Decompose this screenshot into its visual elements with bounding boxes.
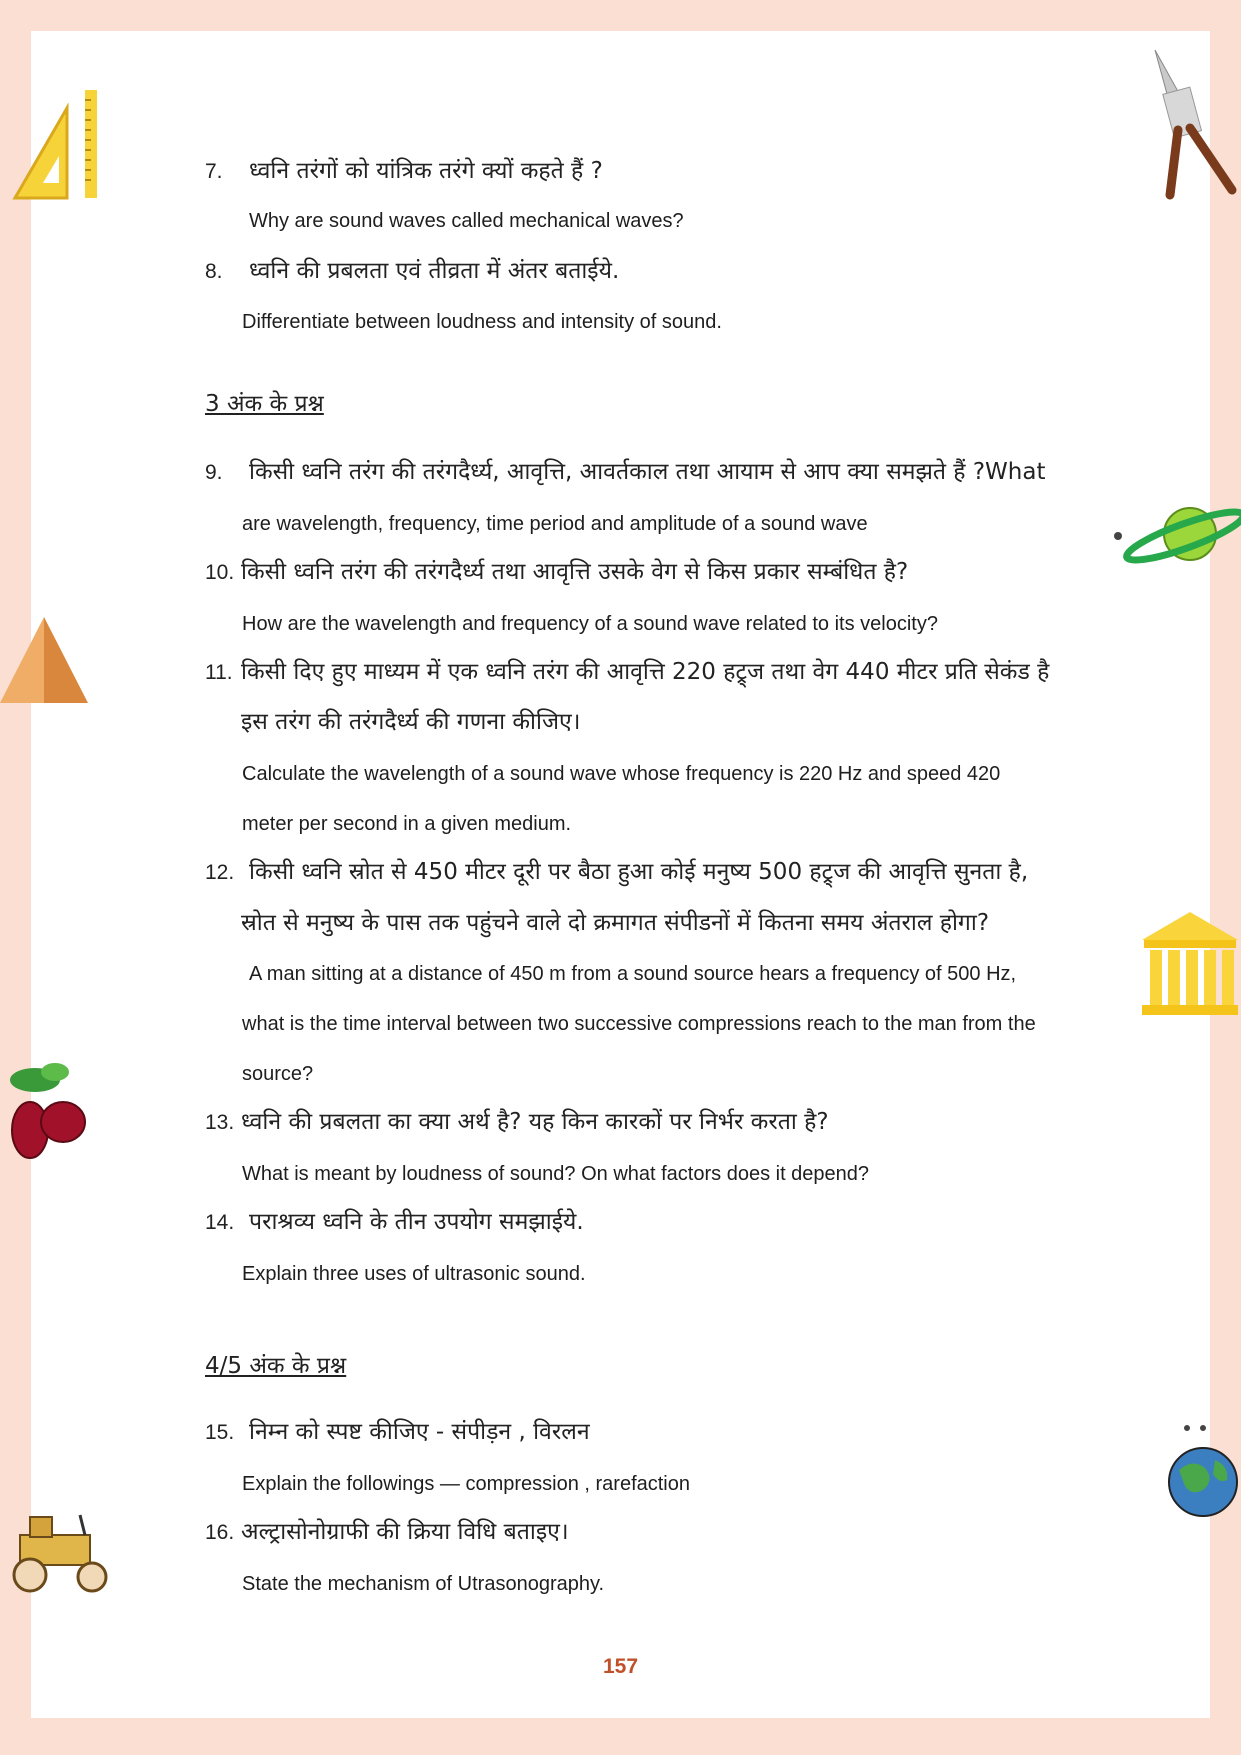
question-13-english: What is meant by loudness of sound? On what factors does it depend? <box>242 1163 870 1185</box>
question-16-hindi <box>205 1518 569 1547</box>
question-text: पराश्रव्य ध्वनि के तीन उपयोग समझाईये. <box>249 1209 584 1235</box>
question-11-hindi <box>205 658 1049 687</box>
question-text: ध्वनि की प्रबलता का क्या अर्थ है? यह किन कारकों पर निर्भर करता है? <box>241 1109 829 1135</box>
tractor-vehicle-icon <box>0 1505 125 1600</box>
question-text: किसी ध्वनि स्रोत से 450 मीटर दूरी पर बैठा हुआ कोई मनुष्य 500 हट्र्ज की आवृत्ति सुनता है, <box>249 859 1029 885</box>
globe-earth-icon <box>1165 1420 1241 1525</box>
beans-plant-icon <box>5 1060 90 1165</box>
question-text: ध्वनि तरंगों को यांत्रिक तरंगे क्यों कहते हैं ? <box>249 158 603 184</box>
question-15-hindi <box>205 1418 590 1447</box>
question-10-hindi <box>205 558 908 587</box>
question-number: 15. <box>205 1421 235 1444</box>
question-number: 9. <box>205 461 223 484</box>
question-11-english: Calculate the wavelength of a sound wave whose frequency is 220 Hz and speed 420 <box>242 763 1001 785</box>
question-9-english: are wavelength, frequency, time period and amplitude of a sound wave <box>242 513 868 535</box>
question-number: 11. <box>205 661 233 684</box>
pliers-tool-icon <box>1150 50 1240 200</box>
question-12-english-line3: source? <box>242 1063 314 1085</box>
question-13-hindi <box>205 1108 829 1137</box>
pyramid-icon <box>0 615 88 705</box>
question-16-english: State the mechanism of Utrasonography. <box>242 1573 605 1595</box>
page-number: 157 <box>602 1655 639 1678</box>
question-15-english: Explain the followings — compression , rarefaction <box>242 1473 690 1495</box>
question-12-english: A man sitting at a distance of 450 m from a sound source hears a frequency of 500 Hz, <box>249 963 1017 985</box>
question-number: 7. <box>205 160 223 183</box>
section-heading-4-5-marks: 4/5 अंक के प्रश्न <box>205 1353 347 1379</box>
question-8-hindi <box>205 257 619 286</box>
question-9-hindi <box>205 458 1045 487</box>
question-number: 8. <box>205 260 223 283</box>
question-12-hindi-line2: स्रोत से मनुष्य के पास तक पहुंचने वाले दो क्रमागत संपीडनों में कितना समय अंतराल होगा? <box>241 910 990 936</box>
question-12-hindi <box>205 858 1028 887</box>
question-text: किसी दिए हुए माध्यम में एक ध्वनि तरंग की आवृत्ति 220 हट्र्ज तथा वेग 440 मीटर प्रति सेकंड है <box>241 659 1050 685</box>
greek-temple-icon <box>1140 910 1241 1020</box>
question-number: 16. <box>205 1521 235 1544</box>
set-square-ruler-icon <box>5 88 100 203</box>
question-text: किसी ध्वनि तरंग की तरंगदैर्ध्य, आवृत्ति, आवर्तकाल तथा आयाम से आप क्या समझते हैं ?What <box>249 459 1046 485</box>
saturn-planet-icon <box>1110 500 1241 575</box>
question-text: निम्न को स्पष्ट कीजिए - संपीड़न , विरलन <box>249 1419 590 1445</box>
question-11-english-line2: meter per second in a given medium. <box>242 813 572 835</box>
question-14-hindi <box>205 1208 584 1237</box>
question-text: ध्वनि की प्रबलता एवं तीव्रता में अंतर बताईये. <box>249 258 620 284</box>
question-7-hindi <box>205 157 603 186</box>
question-14-english: Explain three uses of ultrasonic sound. <box>242 1263 586 1285</box>
question-10-english: How are the wavelength and frequency of a sound wave related to its velocity? <box>242 613 938 635</box>
question-8-english: Differentiate between loudness and intensity of sound. <box>242 311 722 333</box>
question-number: 13. <box>205 1111 235 1134</box>
question-text: अल्ट्रासोनोग्राफी की क्रिया विधि बताइए। <box>241 1519 569 1545</box>
question-12-english-line2: what is the time interval between two successive compressions reach to the man from the <box>242 1013 1036 1035</box>
question-7-english: Why are sound waves called mechanical waves? <box>249 210 684 232</box>
question-number: 10. <box>205 561 235 584</box>
question-number: 14. <box>205 1211 235 1234</box>
section-heading-3-marks: 3 अंक के प्रश्न <box>205 391 324 417</box>
question-text: किसी ध्वनि तरंग की तरंगदैर्ध्य तथा आवृत्ति उसके वेग से किस प्रकार सम्बंधित है? <box>241 559 909 585</box>
question-number: 12. <box>205 861 235 884</box>
question-11-hindi-line2: इस तरंग की तरंगदैर्ध्य की गणना कीजिए। <box>241 709 581 735</box>
